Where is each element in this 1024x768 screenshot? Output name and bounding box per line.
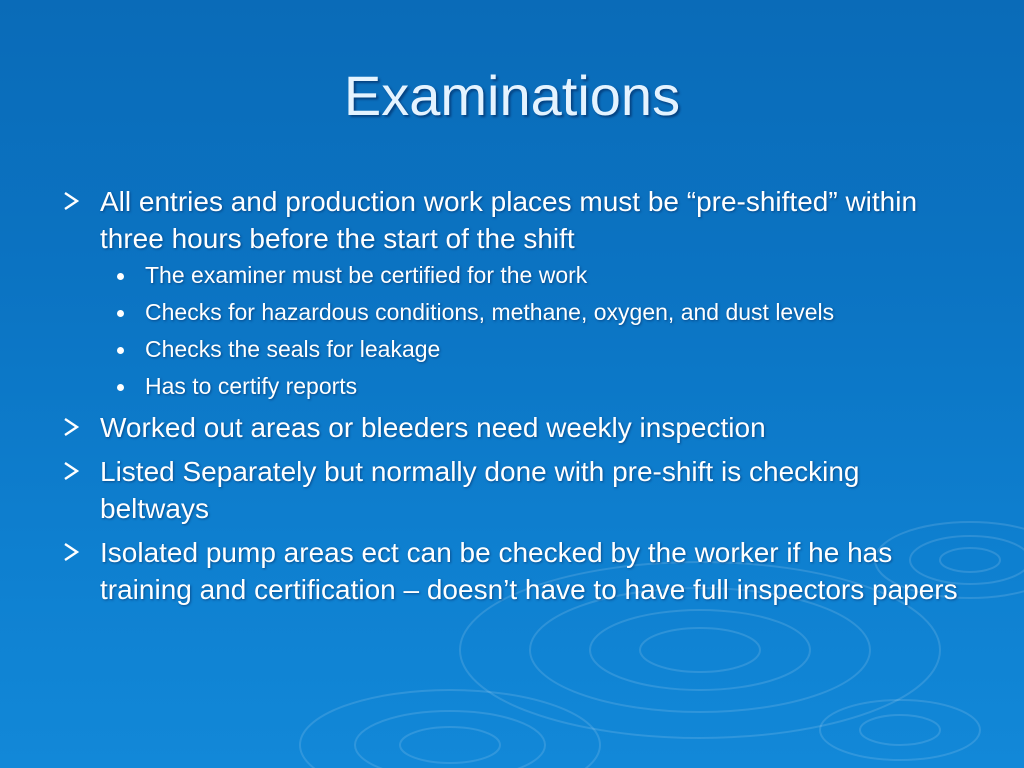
arrow-bullet-icon bbox=[62, 191, 80, 211]
sub-bullet-text: The examiner must be certified for the work bbox=[145, 262, 588, 288]
bullet-text: Worked out areas or bleeders need weekly inspection bbox=[100, 412, 766, 443]
sub-bullet-text: Checks for hazardous conditions, methane, oxygen, and dust levels bbox=[145, 299, 835, 325]
bullet-text: All entries and production work places must be “pre-shifted” within three hours before the start of the shift bbox=[100, 186, 918, 254]
sub-bullet-item bbox=[100, 334, 974, 365]
dot-bullet-icon bbox=[117, 273, 124, 280]
dot-bullet-icon bbox=[117, 310, 124, 317]
bullet-item bbox=[62, 183, 974, 402]
dot-bullet-icon bbox=[117, 384, 124, 391]
sub-bullet-item bbox=[100, 297, 974, 328]
sub-bullet-text: Has to certify reports bbox=[145, 373, 358, 399]
sub-bullet-list bbox=[100, 260, 974, 402]
bullet-text: Isolated pump areas ect can be checked by the worker if he has training and certification – doesn’t have to have full inspectors papers bbox=[100, 537, 958, 605]
bullet-list bbox=[62, 183, 974, 615]
arrow-bullet-icon bbox=[62, 417, 80, 437]
slide-title: Examinations bbox=[343, 64, 681, 127]
arrow-bullet-icon bbox=[62, 542, 80, 562]
bullet-item bbox=[62, 534, 974, 608]
sub-bullet-text: Checks the seals for leakage bbox=[145, 336, 441, 362]
sub-bullet-item bbox=[100, 371, 974, 402]
bullet-item bbox=[62, 409, 974, 446]
bullet-item bbox=[62, 453, 974, 527]
dot-bullet-icon bbox=[117, 347, 124, 354]
bullet-text: Listed Separately but normally done with pre-shift is checking beltways bbox=[100, 456, 860, 524]
sub-bullet-item bbox=[100, 260, 974, 291]
arrow-bullet-icon bbox=[62, 461, 80, 481]
